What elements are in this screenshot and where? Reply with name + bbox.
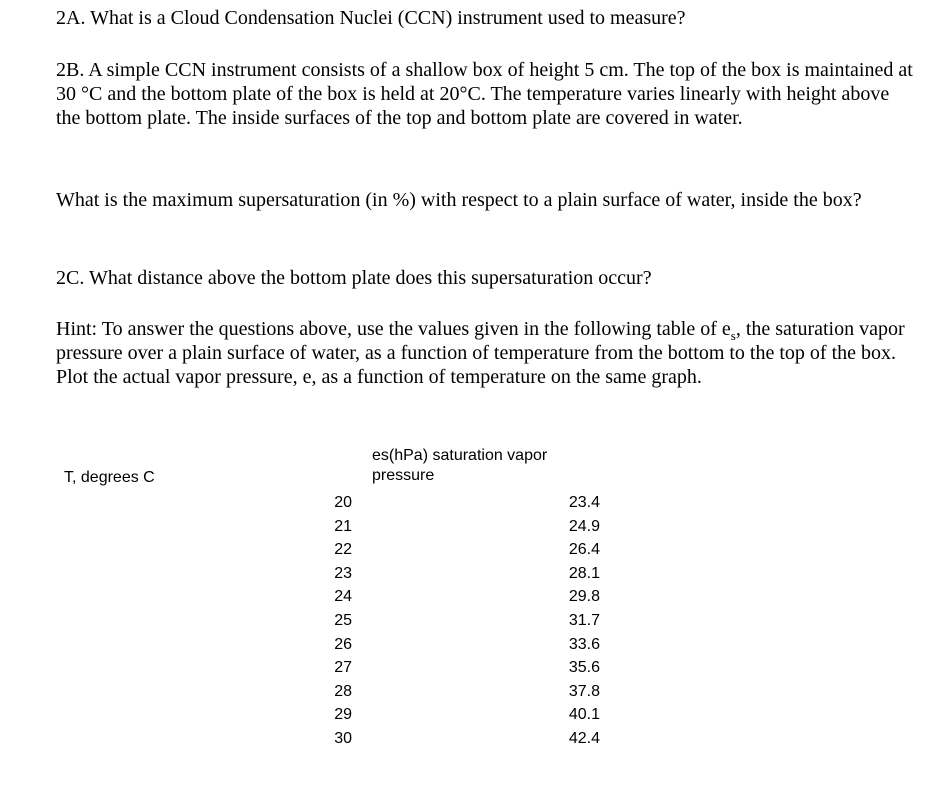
table-cell-temperature: 24 <box>334 588 352 606</box>
table-cell-saturation-pressure: 28.1 <box>568 564 600 582</box>
table-col2-header-line1: es(hPa) saturation vapor <box>372 447 548 464</box>
table-cell-temperature: 21 <box>334 517 352 535</box>
question-2a: 2A. What is a Cloud Condensation Nuclei (CCN) instrument used to measure? <box>56 7 686 29</box>
table-cell-temperature: 20 <box>334 494 352 511</box>
hint-text-start: Hint: To answer the questions above, use the values given in the following table of e <box>56 318 731 340</box>
table-cell-saturation-pressure: 26.4 <box>568 541 600 559</box>
table-cell-saturation-pressure: 42.4 <box>568 729 600 747</box>
table-cell-temperature: 22 <box>334 541 352 559</box>
table-cell-saturation-pressure: 23.4 <box>568 494 600 511</box>
question-2c: 2C. What distance above the bottom plate does this supersaturation occur? <box>56 267 652 289</box>
table-cell-temperature: 30 <box>334 729 352 747</box>
table-cell-temperature: 27 <box>334 659 352 677</box>
hint-paragraph <box>56 317 916 389</box>
table-cell-saturation-pressure: 40.1 <box>568 706 600 724</box>
table-cell-saturation-pressure: 37.8 <box>568 682 600 700</box>
question-2b-followup: What is the maximum supersaturation (in %) with respect to a plain surface of water, inside the box? <box>56 189 862 211</box>
saturation-pressure-column <box>530 491 600 751</box>
table-col2-header <box>372 446 547 486</box>
table-cell-saturation-pressure: 29.8 <box>568 588 600 606</box>
table-cell-temperature: 23 <box>334 564 352 582</box>
table-col2-header-line2: pressure <box>372 467 435 484</box>
table-cell-temperature: 26 <box>334 635 352 653</box>
hint-text-end: , the saturation vapor pressure over a plain surface of water, as a function of temperature from the bottom to the top of the box. Plot the actual vapor pressure, e, as a function of temperature on the same graph. <box>56 318 905 388</box>
table-cell-saturation-pressure: 33.6 <box>568 635 600 653</box>
hint-subscript: s <box>730 328 736 343</box>
table-cell-temperature: 29 <box>334 706 352 724</box>
table-cell-temperature: 25 <box>334 611 352 629</box>
temperature-column <box>290 491 352 751</box>
question-2b: 2B. A simple CCN instrument consists of a shallow box of height 5 cm. The top of the box is maintained at 30 °C and the bottom plate of the box is held at 20°C. The temperature varies linearly with height above the bottom plate. The inside surfaces of the top and bottom plate are covered in water. <box>56 59 913 129</box>
table-cell-saturation-pressure: 31.7 <box>568 611 600 629</box>
table-cell-saturation-pressure: 35.6 <box>568 659 600 677</box>
table-col1-header: T, degrees C <box>64 469 155 486</box>
table-cell-temperature: 28 <box>334 682 352 700</box>
table-cell-saturation-pressure: 24.9 <box>568 517 600 535</box>
